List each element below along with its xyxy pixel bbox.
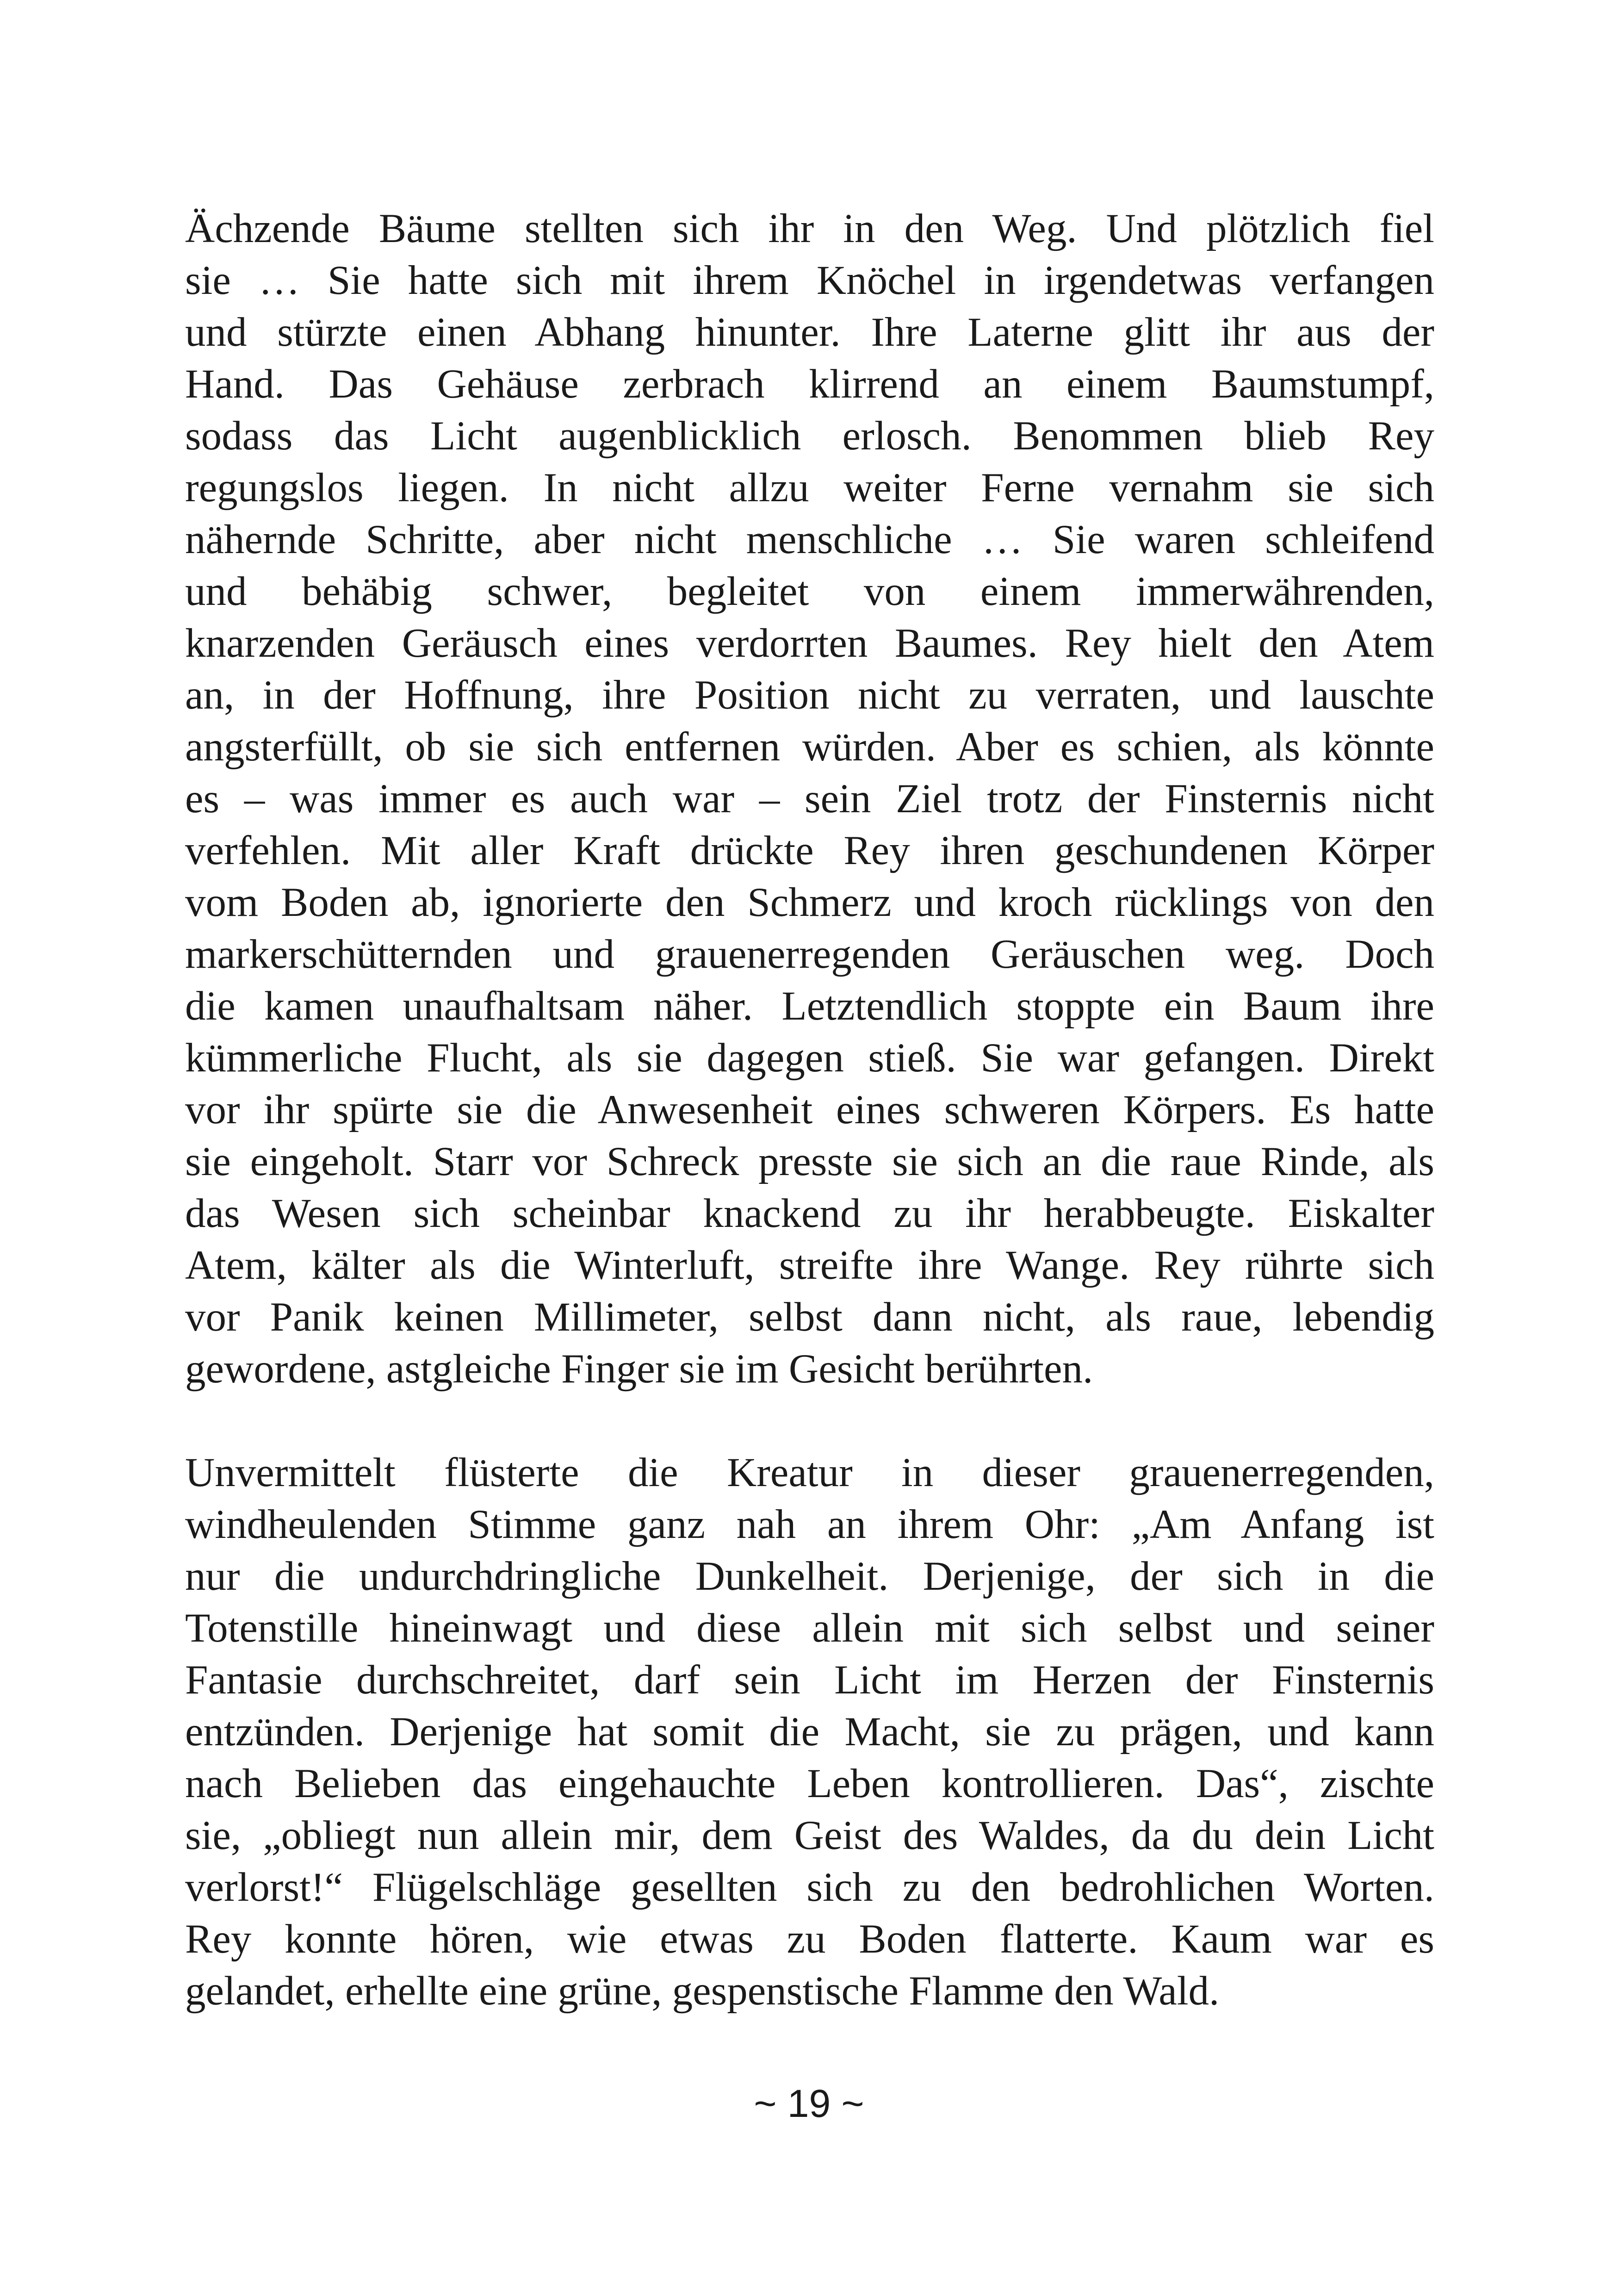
paragraph-1	[185, 203, 1434, 1395]
text-line: Ächzende Bäume stellten sich ihr in den Weg. Und plötzlich fiel	[185, 206, 1434, 251]
text-line: knarzenden Geräusch eines verdorrten Baumes. Rey hielt den Atem	[185, 621, 1434, 666]
text-line: Atem, kälter als die Winterluft, streifte ihre Wange. Rey rührte sich	[185, 1243, 1434, 1288]
text-line: Fantasie durchschreitet, darf sein Licht im Herzen der Finsternis	[185, 1657, 1434, 1703]
text-line: es – was immer es auch war – sein Ziel trotz der Finsternis nicht	[185, 776, 1434, 821]
text-line: das Wesen sich scheinbar knackend zu ihr herabbeugte. Eiskalter	[185, 1191, 1434, 1236]
text-line: sie, „obliegt nun allein mir, dem Geist des Waldes, da du dein Licht	[185, 1813, 1434, 1858]
text-line: vor Panik keinen Millimeter, selbst dann nicht, als raue, lebendig	[185, 1294, 1434, 1340]
text-line: vor ihr spürte sie die Anwesenheit eines schweren Körpers. Es hatte	[185, 1087, 1434, 1132]
text-line: entzünden. Derjenige hat somit die Macht, sie zu prägen, und kann	[185, 1709, 1434, 1755]
text-line: angsterfüllt, ob sie sich entfernen würden. Aber es schien, als könnte	[185, 724, 1434, 770]
text-line: kümmerliche Flucht, als sie dagegen stieß. Sie war gefangen. Direkt	[185, 1035, 1434, 1081]
text-line: nur die undurchdringliche Dunkelheit. Derjenige, der sich in die	[185, 1554, 1434, 1599]
text-line: sie eingeholt. Starr vor Schreck presste sie sich an die raue Rinde, als	[185, 1139, 1434, 1184]
text-line: gewordene, astgleiche Finger sie im Gesicht berührten.	[185, 1346, 1093, 1392]
text-line: die kamen unaufhaltsam näher. Letztendlich stoppte ein Baum ihre	[185, 983, 1434, 1029]
text-line: windheulenden Stimme ganz nah an ihrem Ohr: „Am Anfang ist	[185, 1502, 1434, 1547]
text-line: Unvermittelt flüsterte die Kreatur in dieser grauenerregenden,	[185, 1450, 1434, 1495]
text-line: gelandet, erhellte eine grüne, gespenstische Flamme den Wald.	[185, 1968, 1220, 2014]
text-line: sodass das Licht augenblicklich erlosch. Benommen blieb Rey	[185, 413, 1434, 459]
text-line: markerschütternden und grauenerregenden Geräuschen weg. Doch	[185, 932, 1434, 977]
text-line: an, in der Hoffnung, ihre Position nicht zu verraten, und lauschte	[185, 672, 1434, 718]
text-line: Totenstille hineinwagt und diese allein mit sich selbst und seiner	[185, 1605, 1434, 1651]
text-line: nähernde Schritte, aber nicht menschliche … Sie waren schleifend	[185, 517, 1434, 562]
text-line: nach Belieben das eingehauchte Leben kontrollieren. Das“, zischte	[185, 1761, 1434, 1806]
page-number: ~ 19 ~	[754, 2082, 864, 2125]
text-line: vom Boden ab, ignorierte den Schmerz und kroch rücklings von den	[185, 880, 1434, 925]
text-line: sie … Sie hatte sich mit ihrem Knöchel in irgendetwas verfangen	[185, 258, 1434, 303]
paragraph-2	[185, 1447, 1434, 2017]
text-line: und behäbig schwer, begleitet von einem immerwährenden,	[185, 569, 1434, 614]
text-line: Hand. Das Gehäuse zerbrach klirrend an einem Baumstumpf,	[185, 361, 1434, 407]
text-line: verlorst!“ Flügelschläge gesellten sich zu den bedrohlichen Worten.	[185, 1865, 1434, 1910]
text-line: regungslos liegen. In nicht allzu weiter Ferne vernahm sie sich	[185, 465, 1434, 510]
text-line: und stürzte einen Abhang hinunter. Ihre Laterne glitt ihr aus der	[185, 310, 1434, 355]
text-line: verfehlen. Mit aller Kraft drückte Rey ihren geschundenen Körper	[185, 828, 1434, 873]
text-line: Rey konnte hören, wie etwas zu Boden flatterte. Kaum war es	[185, 1916, 1434, 1962]
